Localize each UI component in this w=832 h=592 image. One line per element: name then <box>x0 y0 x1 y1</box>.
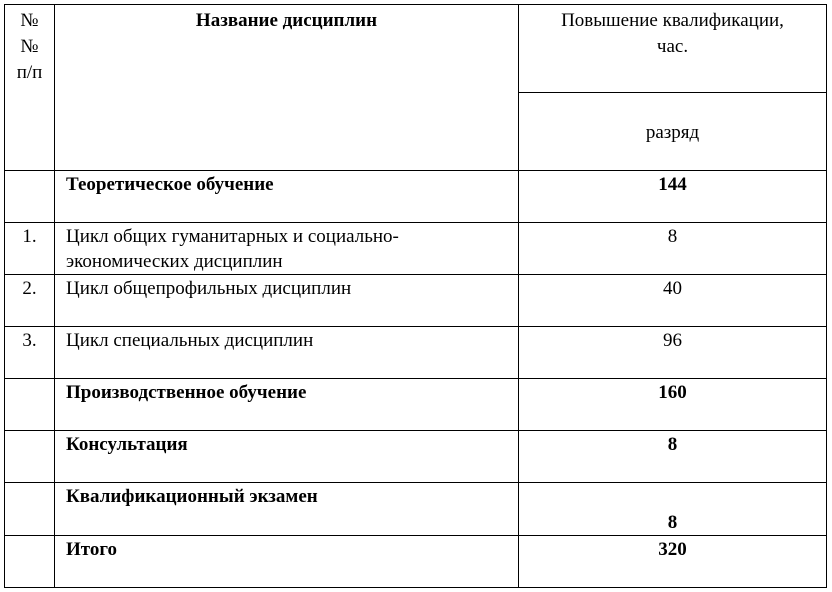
row-number: 3. <box>22 330 37 351</box>
row-number: 1. <box>22 226 37 247</box>
row-value: 320 <box>658 539 687 560</box>
table-border-right <box>826 4 827 588</box>
header-number-line: № <box>20 36 39 57</box>
row-value: 96 <box>663 330 682 351</box>
header-qualification-line: Повышение квалификации, <box>561 10 784 31</box>
row-value: 8 <box>667 226 678 247</box>
row-divider <box>4 274 827 275</box>
row-divider <box>4 378 827 379</box>
header-subdivider <box>518 92 827 93</box>
row-value: 160 <box>658 382 687 403</box>
row-name: Квалификационный экзамен <box>66 486 318 507</box>
row-name: Консультация <box>66 434 188 455</box>
table-border-top <box>4 4 827 5</box>
row-divider <box>4 170 827 171</box>
row-value: 40 <box>663 278 682 299</box>
header-name-column: Название дисциплин <box>195 10 378 31</box>
row-value: 144 <box>658 174 687 195</box>
header-number-column <box>5 8 54 86</box>
header-number-line: № <box>20 10 39 31</box>
row-divider <box>4 482 827 483</box>
row-name-line: экономических дисциплин <box>66 251 283 272</box>
table-border-bottom <box>4 587 827 588</box>
row-value: 8 <box>667 512 678 533</box>
row-name <box>66 224 516 274</box>
row-divider <box>4 222 827 223</box>
header-number-line: п/п <box>16 62 43 83</box>
row-number: 2. <box>22 278 37 299</box>
row-value: 8 <box>667 434 678 455</box>
header-grade-subcolumn: разряд <box>645 122 700 143</box>
row-name: Итого <box>66 539 118 560</box>
column-divider <box>54 4 55 588</box>
header-qualification-column <box>519 8 826 60</box>
disciplines-table <box>4 4 827 588</box>
row-name: Производственное обучение <box>66 382 307 403</box>
row-name-line: Цикл общих гуманитарных и социально- <box>66 226 399 247</box>
row-name: Теоретическое обучение <box>66 174 274 195</box>
row-name: Цикл общепрофильных дисциплин <box>66 278 352 299</box>
row-name: Цикл специальных дисциплин <box>66 330 314 351</box>
header-qualification-line: час. <box>656 36 689 57</box>
row-divider <box>4 326 827 327</box>
row-divider <box>4 430 827 431</box>
